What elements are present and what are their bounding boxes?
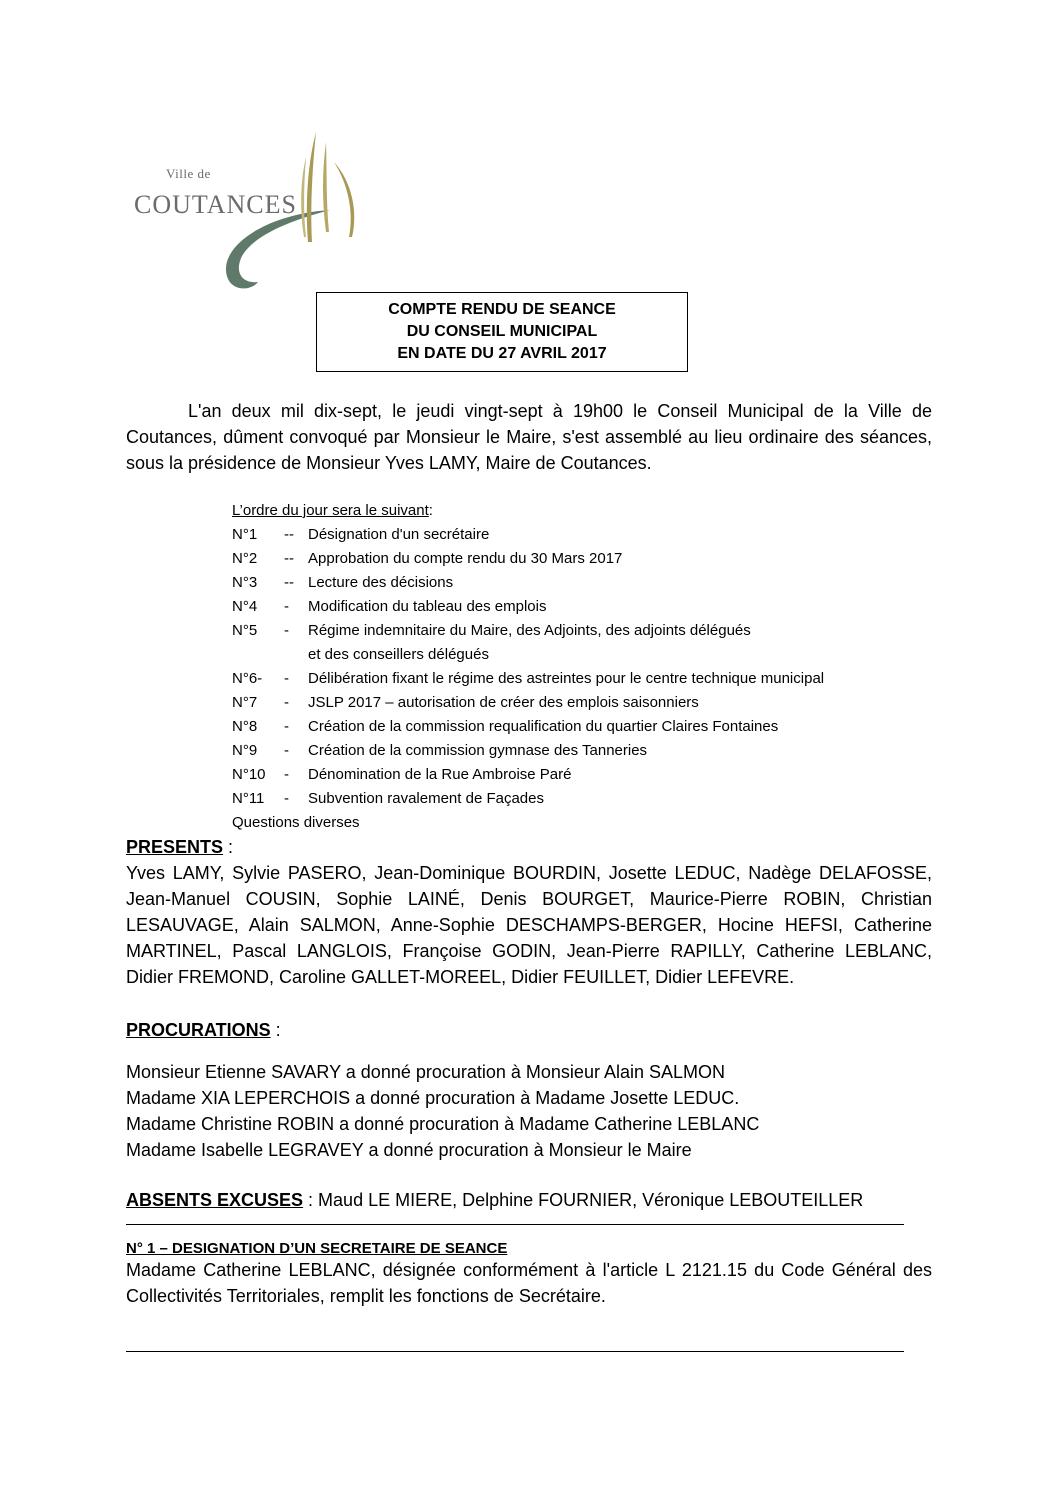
agenda-item-text: Désignation d'un secrétaire [308,526,490,543]
agenda-item-dash: - [284,670,289,687]
separator-line [126,1224,904,1225]
agenda-heading-suffix: : [428,502,433,519]
absents-text: : Maud LE MIERE, Delphine FOURNIER, Véronique LEBOUTEILLER [303,1190,864,1210]
logo-small-text: Ville de [166,166,211,181]
agenda-item [232,787,952,811]
document-title-box [316,292,688,372]
agenda-item [232,739,952,763]
presents-heading: PRESENTS [126,837,224,857]
separator-line [126,1351,904,1352]
agenda-item-number: N°2 [232,550,258,567]
agenda-final: Questions diverses [232,814,360,831]
agenda-item-number: N°1 [232,526,258,543]
agenda-item [232,619,952,643]
agenda-item [232,763,952,787]
presents-heading-line [126,834,932,860]
agenda-item [232,715,952,739]
agenda-item [232,547,952,571]
agenda-item-number: N°8 [232,718,258,735]
agenda-item-text: JSLP 2017 – autorisation de créer des emplois saisonniers [308,694,699,711]
coutances-logo [130,122,370,302]
procuration-line: Madame Isabelle LEGRAVEY a donné procuration à Monsieur le Maire [126,1140,692,1160]
agenda-item-text: Approbation du compte rendu du 30 Mars 2017 [308,550,623,567]
agenda-item-text: Création de la commission requalification du quartier Claires Fontaines [308,718,779,735]
absents-section [126,1187,932,1213]
item1-heading: N° 1 – DESIGNATION D’UN SECRETAIRE DE SEANCE [126,1240,508,1257]
agenda-item-continuation: et des conseillers délégués [308,646,489,663]
procuration-line: Madame XIA LEPERCHOIS a donné procuration à Madame Josette LEDUC. [126,1088,740,1108]
agenda-item-number: N°4 [232,598,258,615]
agenda-item-dash: - [284,622,289,639]
agenda-heading-text: L’ordre du jour sera le suivant [232,502,429,519]
agenda-item-number: N°7 [232,694,258,711]
agenda-item-text: Création de la commission gymnase des Tanneries [308,742,648,759]
agenda-item [232,667,952,691]
agenda-item-dash: -- [284,550,294,567]
agenda-item-dash: - [284,766,289,783]
agenda [232,499,952,835]
agenda-item-number: N°11 [232,790,265,807]
agenda-item-dash: - [284,790,289,807]
logo-city-name: COUTANCES [134,190,297,219]
agenda-item-text: Régime indemnitaire du Maire, des Adjoints, des adjoints délégués [308,622,751,639]
agenda-item-text: Délibération fixant le régime des astreintes pour le centre technique municipal [308,670,825,687]
agenda-item-number: N°9 [232,742,258,759]
agenda-item [232,523,952,547]
item1-text: Madame Catherine LEBLANC, désignée conformément à l'article L 2121.15 du Code Général des Collectivités Territoriales, remplit les fonctions de Secrétaire. [126,1260,932,1306]
title-line-1: COMPTE RENDU DE SEANCE [388,301,616,318]
agenda-item-dash: -- [284,526,294,543]
agenda-item-dash: -- [284,574,294,591]
agenda-item-text: Modification du tableau des emplois [308,598,547,615]
item1-section [126,1240,932,1309]
procurations-heading: PROCURATIONS [126,1020,271,1040]
agenda-item-dash: - [284,598,289,615]
agenda-item-number: N°5 [232,622,258,639]
agenda-item-text: Lecture des décisions [308,574,454,591]
agenda-item [232,571,952,595]
title-line-3: EN DATE DU 27 AVRIL 2017 [397,345,607,362]
agenda-item-number: N°10 [232,766,266,783]
presents-heading-suffix: : [223,837,234,857]
title-line-2: DU CONSEIL MUNICIPAL [406,323,598,340]
procurations-section [126,1017,932,1163]
agenda-item-dash: - [284,718,289,735]
agenda-item [232,595,952,619]
absents-heading: ABSENTS EXCUSES [126,1190,304,1210]
presents-section [126,834,932,990]
agenda-heading [232,499,952,523]
agenda-item-dash: - [284,742,289,759]
agenda-item-number: N°3 [232,574,258,591]
intro-text: L'an deux mil dix-sept, le jeudi vingt-sept à 19h00 le Conseil Municipal de la Ville de Coutances, dûment convoqué par Monsieur le Maire, s'est assemblé au lieu ordinaire des séances, sous la présidence de Monsieur Yves LAMY, Maire de Coutances. [126,401,932,473]
procurations-heading-suffix: : [270,1020,281,1040]
procuration-line: Madame Christine ROBIN a donné procuration à Madame Catherine LEBLANC [126,1114,760,1134]
agenda-item-dash: - [284,694,289,711]
agenda-item-text: Dénomination de la Rue Ambroise Paré [308,766,572,783]
agenda-item-number: N°6- [232,670,263,687]
procurations-heading-line [126,1017,932,1043]
agenda-item-text: Subvention ravalement de Façades [308,790,544,807]
intro-paragraph [126,398,932,476]
procuration-line: Monsieur Etienne SAVARY a donné procuration à Monsieur Alain SALMON [126,1062,726,1082]
agenda-item [232,691,952,715]
presents-list: Yves LAMY, Sylvie PASERO, Jean-Dominique BOURDIN, Josette LEDUC, Nadège DELAFOSSE, Jean-Manuel COUSIN, Sophie LAINÉ, Denis BOURGET, Maurice-Pierre ROBIN, Christian LESAUVAGE, Alain SALMON, Anne-Sophie DESCHAMPS-BERGER, Hocine HEFSI, Catherine MARTINEL, Pascal LANGLOIS, Françoise GODIN, Jean-Pierre RAPILLY, Catherine LEBLANC, Didier FREMOND, Caroline GALLET-MOREEL, Didier FEUILLET, Didier LEFEVRE. [126,863,932,987]
